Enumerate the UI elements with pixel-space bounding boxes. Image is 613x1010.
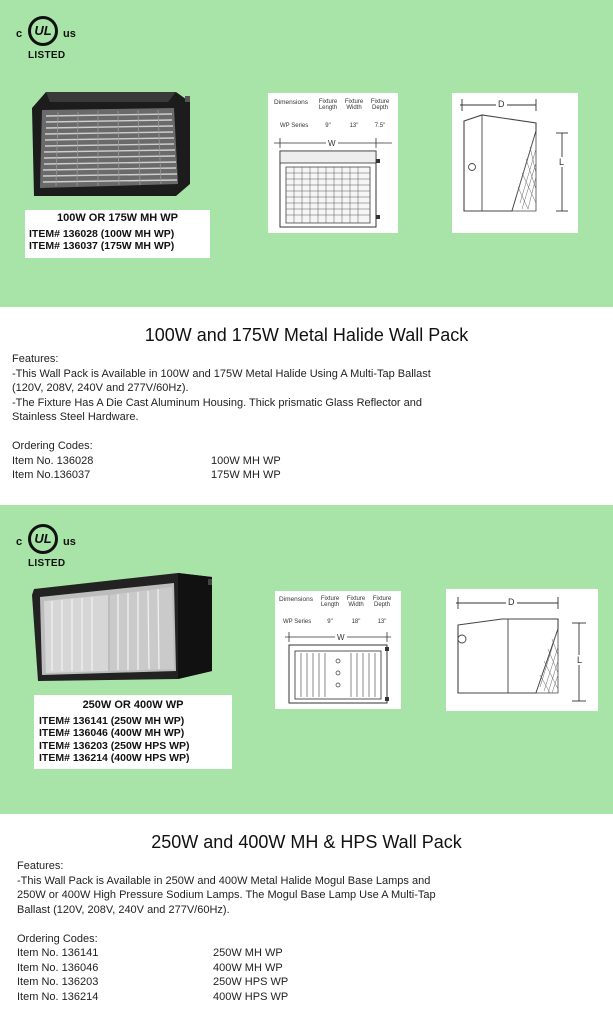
- ordering-code-row: Item No. 136203 250W HPS WP: [17, 976, 289, 988]
- product-2-features: Features: -This Wall Pack is Available in 250W and 400W Metal Halide Mogul Base Lamps and 250W or 400W High Pressure Sodium Lamps. The Mogul Base Lamp Use A Multi-Tap Ballast (120V, 208V, 240V and 277V/60Hz). Ordering Codes: Item No. 136141 250W MH WP Item No. 136046 400W MH WP Item No. 136203 250W HPS WP Item No. 136214 400W HPS WP: [17, 859, 602, 1004]
- product-1-title: 100W and 175W Metal Halide Wall Pack: [144, 325, 469, 345]
- wall-pack-photo: [28, 571, 214, 683]
- ordering-code-row: Item No. 136214 400W HPS WP: [17, 990, 289, 1003]
- ordering-code-row: Item No. 136141 250W MH WP: [17, 947, 283, 959]
- product-1-banner: [0, 0, 613, 307]
- dimensions-diagram: Dimensions Fixture Length Fixture Width Fixture Depth WP Series 9" 13" 7.5" W: [268, 93, 398, 233]
- ul-listed-mark: c UL us LISTED: [16, 522, 86, 572]
- ul-listed-mark: c UL us LISTED: [16, 14, 86, 64]
- item-label-box: 250W OR 400W WP ITEM# 136141 (250W MH WP) ITEM# 136046 (400W MH WP) ITEM# 136203 (250W HPS WP) ITEM# 136214 (400W HPS WP): [34, 695, 232, 769]
- ordering-code-row: Item No.136037 175W MH WP: [12, 469, 281, 481]
- ordering-code-row: Item No. 136046 400W MH WP: [17, 961, 283, 974]
- ordering-code-row: Item No. 136028 100W MH WP: [12, 454, 281, 467]
- dimensions-diagram: Dimensions Fixture Length Fixture Width Fixture Depth WP Series 9" 18" 13" W: [275, 591, 401, 709]
- product-2-title: 250W and 400W MH & HPS Wall Pack: [151, 832, 462, 852]
- wall-pack-photo: [28, 88, 192, 206]
- side-view-diagram: D L: [446, 589, 598, 711]
- item-label-box: 100W OR 175W MH WP ITEM# 136028 (100W MH WP) ITEM# 136037 (175W MH WP): [25, 210, 210, 258]
- product-1-features: Features: -This Wall Pack is Available in 100W and 175W Metal Halide Using A Multi-Tap Ballast (120V, 208V, 240V and 277V/60Hz). -The Fixture Has A Die Cast Aluminum Housing. Thick prismatic Glass Reflector and Stainless Steel Hardware. Ordering Codes: Item No. 136028 100W MH WP Item No.136037 175W MH WP: [12, 352, 602, 483]
- side-view-diagram: D L: [452, 93, 578, 233]
- product-2-banner: [0, 505, 613, 814]
